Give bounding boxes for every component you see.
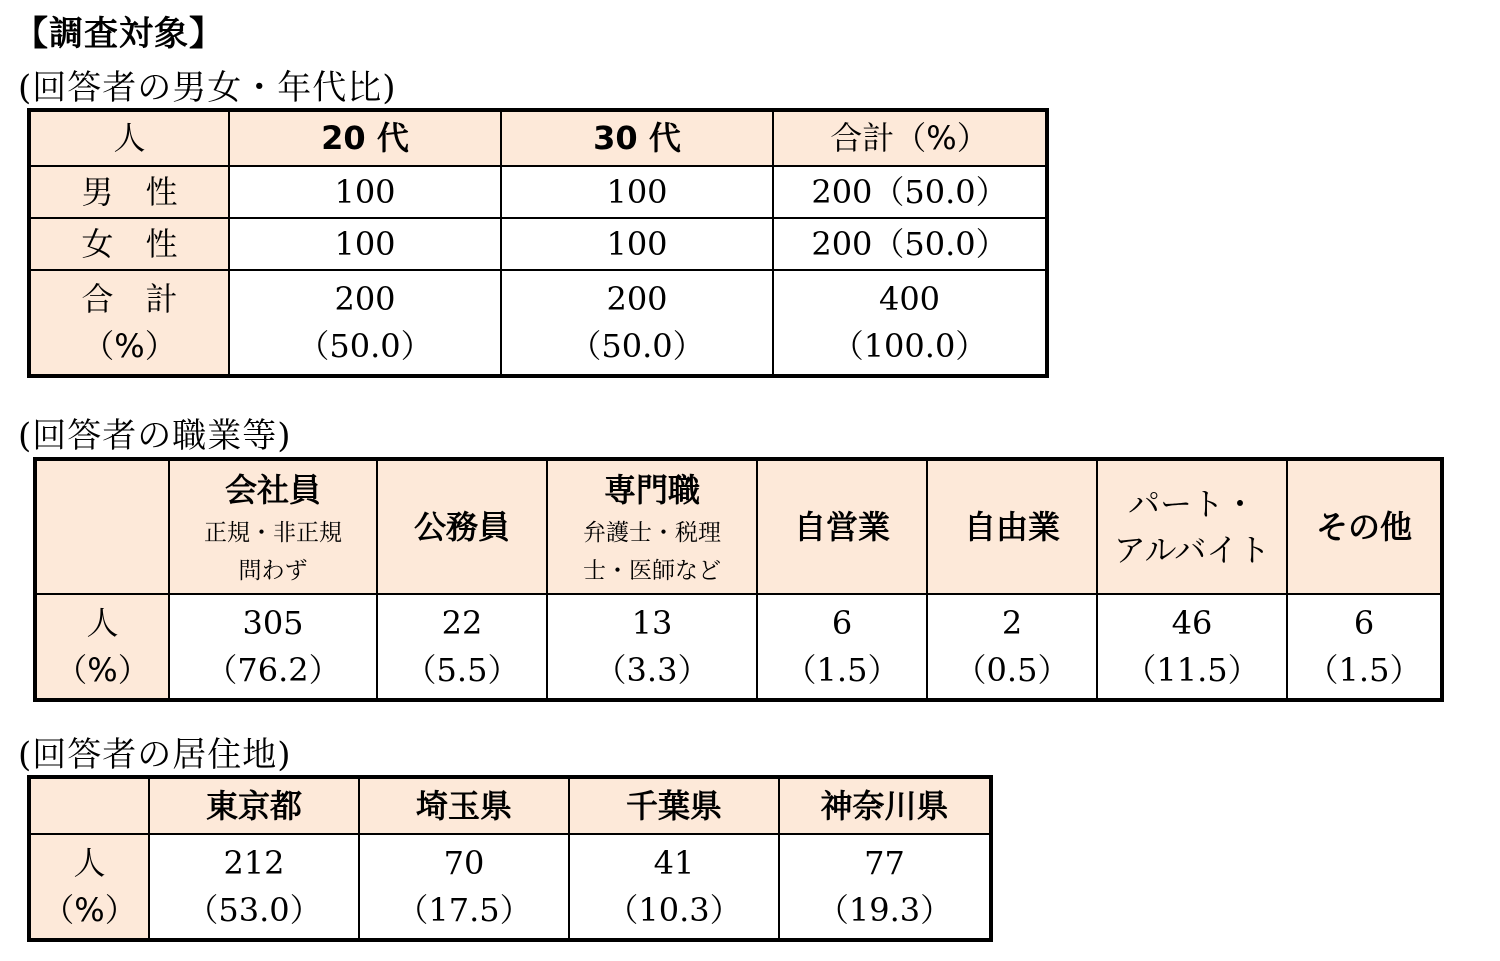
section-caption-residence: (回答者の居住地) — [18, 735, 292, 775]
cell-tokyo — [149, 834, 359, 940]
table-header-row — [35, 459, 1442, 594]
cell-male-30s: 100 — [501, 166, 773, 218]
cell-professional — [547, 594, 757, 700]
cell-percent: （53.0） — [186, 890, 322, 929]
header-cell-company-employee — [169, 459, 377, 594]
section-caption-occupation: (回答者の職業等) — [18, 416, 292, 456]
header-label: その他 — [1315, 507, 1412, 546]
header-label: 自由業 — [963, 507, 1060, 546]
cell-male-20s: 100 — [229, 166, 501, 218]
cell-percent: （17.5） — [396, 890, 532, 929]
header-label: 公務員 — [413, 507, 510, 546]
cell-count: 46 — [1171, 604, 1213, 643]
cell-freelance — [927, 594, 1097, 700]
gender-age-table — [27, 108, 1049, 378]
cell-count: 70 — [443, 844, 485, 883]
row-label-percent-text: （%） — [82, 326, 177, 365]
header-note: 弁護士・税理 — [583, 520, 721, 547]
cell-company-employee — [169, 594, 377, 700]
cell-percent: （76.2） — [205, 650, 341, 689]
row-label-text: 人 — [86, 604, 119, 643]
header-note: 正規・非正規 — [204, 520, 342, 547]
cell-total-30s-percent: （50.0） — [569, 326, 705, 365]
cell-count: 22 — [441, 604, 483, 643]
header-cell-other — [1287, 459, 1442, 594]
cell-total-total-count: 400 — [878, 280, 941, 319]
cell-saitama — [359, 834, 569, 940]
header-cell-20s: 20 代 — [229, 110, 501, 166]
cell-count: 6 — [1353, 604, 1375, 643]
cell-female-30s: 100 — [501, 218, 773, 270]
cell-female-20s: 100 — [229, 218, 501, 270]
cell-count: 2 — [1001, 604, 1023, 643]
cell-total-20s-percent: （50.0） — [297, 326, 433, 365]
cell-chiba — [569, 834, 779, 940]
header-cell-public-servant — [377, 459, 547, 594]
row-label-person — [29, 834, 149, 940]
header-cell-tokyo: 東京都 — [149, 777, 359, 834]
occupation-table — [33, 457, 1444, 702]
header-cell-chiba: 千葉県 — [569, 777, 779, 834]
cell-count: 77 — [864, 844, 905, 883]
cell-count: 305 — [242, 604, 304, 643]
cell-part-time — [1097, 594, 1287, 700]
cell-percent: （19.3） — [816, 890, 953, 929]
row-label-male: 男 性 — [29, 166, 229, 218]
row-label-percent-text: （%） — [42, 890, 137, 929]
header-cell-part-time — [1097, 459, 1287, 594]
cell-kanagawa — [779, 834, 991, 940]
row-label-text: 人 — [73, 844, 106, 883]
header-label: 専門職 — [603, 471, 700, 510]
cell-total-30s-count: 200 — [606, 280, 668, 319]
cell-count: 212 — [223, 844, 285, 883]
page-title: 【調査対象】 — [14, 14, 224, 54]
cell-total-total-percent: （100.0） — [831, 326, 988, 365]
header-cell-self-employed — [757, 459, 927, 594]
cell-male-total: 200（50.0） — [773, 166, 1047, 218]
cell-female-total: 200（50.0） — [773, 218, 1047, 270]
residence-table — [27, 775, 993, 942]
cell-percent: （11.5） — [1124, 650, 1260, 689]
cell-percent: （3.3） — [594, 650, 710, 689]
header-cell-person: 人 — [29, 110, 229, 166]
cell-count: 6 — [831, 604, 853, 643]
header-cell-30s: 30 代 — [501, 110, 773, 166]
header-label: アルバイト — [1113, 531, 1271, 569]
header-cell-professional — [547, 459, 757, 594]
cell-percent: （10.3） — [606, 890, 742, 929]
table-row-counts — [29, 834, 991, 940]
header-cell-freelance — [927, 459, 1097, 594]
table-header-row — [29, 777, 991, 834]
header-cell-total: 合計（%） — [773, 110, 1047, 166]
header-label: 会社員 — [224, 471, 321, 510]
table-row-female — [29, 218, 1047, 270]
header-cell-saitama: 埼玉県 — [359, 777, 569, 834]
row-label-total — [29, 270, 229, 376]
header-cell-empty — [35, 459, 169, 594]
cell-percent: （5.5） — [404, 650, 520, 689]
table-row-counts — [35, 594, 1442, 700]
cell-total-20s-count: 200 — [334, 280, 396, 319]
row-label-total-text: 合 計 — [81, 280, 178, 319]
header-cell-kanagawa: 神奈川県 — [779, 777, 991, 834]
cell-percent: （1.5） — [784, 650, 900, 689]
row-label-percent-text: （%） — [55, 650, 150, 689]
cell-public-servant — [377, 594, 547, 700]
cell-total-30s — [501, 270, 773, 376]
table-row-total — [29, 270, 1047, 376]
row-label-female: 女 性 — [29, 218, 229, 270]
cell-percent: （1.5） — [1306, 650, 1422, 689]
cell-total-total — [773, 270, 1047, 376]
section-caption-gender-age: (回答者の男女・年代比) — [18, 68, 397, 108]
header-cell-empty — [29, 777, 149, 834]
cell-other — [1287, 594, 1442, 700]
row-label-person — [35, 594, 169, 700]
cell-count: 41 — [653, 844, 695, 883]
table-header-row — [29, 110, 1047, 166]
header-note: 問わず — [238, 557, 308, 584]
header-label: 自営業 — [793, 507, 890, 546]
cell-count: 13 — [631, 604, 673, 643]
header-label: パート・ — [1127, 484, 1256, 523]
cell-self-employed — [757, 594, 927, 700]
cell-percent: （0.5） — [954, 650, 1070, 689]
table-row-male — [29, 166, 1047, 218]
header-note: 士・医師など — [583, 557, 721, 584]
cell-total-20s — [229, 270, 501, 376]
